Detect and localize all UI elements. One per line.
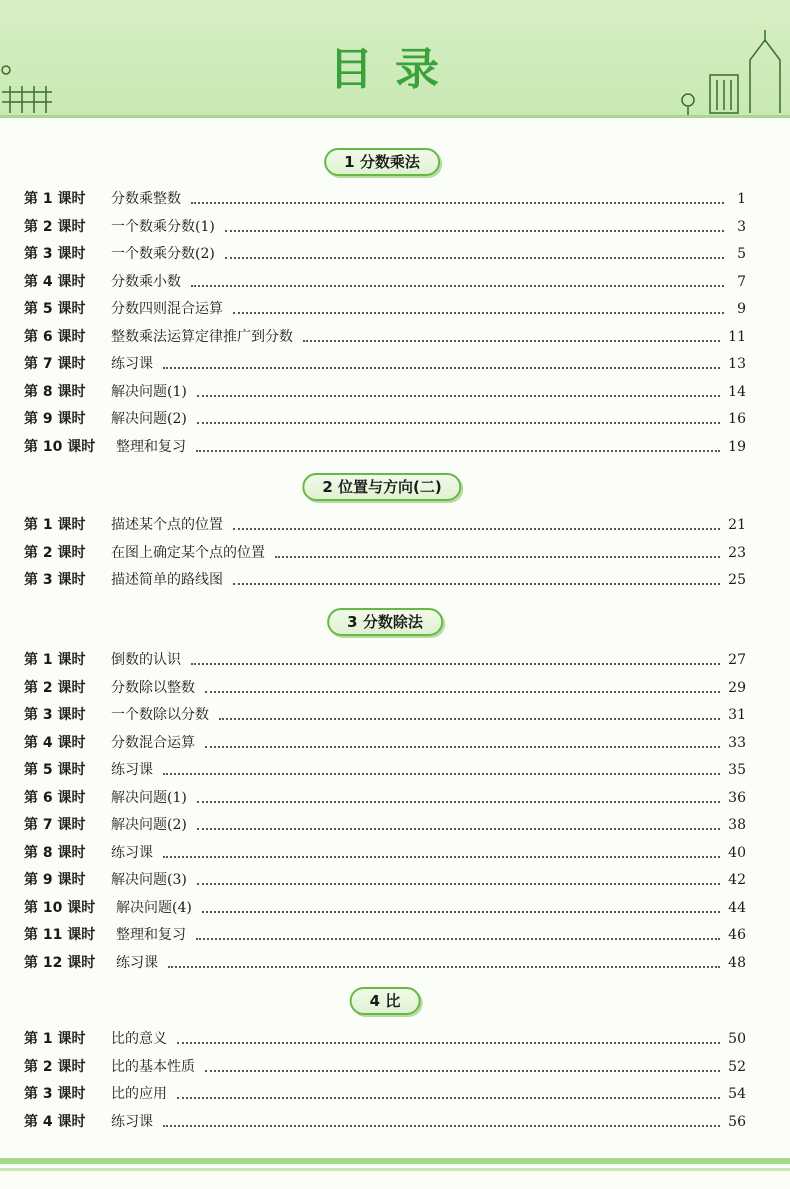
lesson-topic: 倒数的认识 — [111, 652, 181, 668]
lesson-topic: 比的基本性质 — [111, 1058, 195, 1075]
lesson-number: 第 6 课时 — [24, 789, 86, 806]
lesson-number: 第 1 课时 — [24, 191, 86, 207]
lesson-topic: 比的意义 — [111, 1031, 167, 1047]
toc-row[interactable] — [24, 808, 746, 834]
lesson-number: 第 1 课时 — [24, 1031, 86, 1047]
lesson-topic: 一个数乘分数(2) — [111, 246, 215, 262]
lesson-topic: 一个数乘分数(1) — [111, 218, 215, 235]
toc-row[interactable] — [24, 671, 746, 697]
page-number: 31 — [728, 707, 746, 723]
lesson-number: 第 2 课时 — [24, 544, 86, 561]
lesson-topic: 描述某个点的位置 — [111, 517, 223, 533]
page-number: 40 — [728, 844, 746, 861]
page-number: 1 — [737, 191, 746, 207]
page-number: 25 — [728, 572, 746, 588]
lesson-number: 第 1 课时 — [24, 652, 86, 668]
lesson-topic: 整数乘法运算定律推广到分数 — [111, 328, 293, 345]
lesson-number: 第 5 课时 — [24, 301, 86, 317]
dot-leader — [163, 1124, 720, 1127]
dot-leader — [303, 339, 720, 342]
fence-decoration-icon — [0, 58, 60, 113]
page-number: 33 — [728, 734, 746, 751]
page-number: 48 — [728, 954, 746, 971]
page-number: 29 — [728, 679, 746, 696]
toc-row[interactable] — [24, 536, 746, 562]
toc-row[interactable] — [24, 292, 746, 318]
lesson-topic: 练习课 — [111, 1113, 153, 1130]
lesson-topic: 解决问题(1) — [111, 383, 187, 400]
toc-row[interactable] — [24, 1050, 746, 1076]
lesson-number: 第 3 课时 — [24, 1086, 86, 1102]
dot-leader — [163, 366, 720, 369]
lesson-topic: 一个数除以分数 — [111, 707, 209, 723]
dot-leader — [163, 855, 720, 858]
lesson-number: 第 11 课时 — [24, 927, 96, 943]
toc-row[interactable] — [24, 698, 746, 724]
page-number: 16 — [728, 411, 746, 427]
dot-leader — [205, 1069, 720, 1072]
lesson-topic: 练习课 — [111, 762, 153, 778]
page-number: 38 — [728, 817, 746, 833]
lesson-topic: 练习课 — [111, 356, 153, 372]
page-number: 5 — [737, 246, 746, 262]
dot-leader — [205, 690, 720, 693]
toc-row[interactable] — [24, 375, 746, 401]
dot-leader — [163, 772, 720, 775]
dot-leader — [168, 965, 720, 968]
header-banner — [0, 0, 790, 118]
dot-leader — [191, 284, 724, 287]
lesson-topic: 分数乘整数 — [111, 191, 181, 207]
lesson-topic: 解决问题(1) — [111, 789, 187, 806]
lesson-number: 第 4 课时 — [24, 734, 86, 751]
dot-leader — [197, 827, 720, 830]
toc-row[interactable] — [24, 946, 746, 972]
section-heading: 3 分数除法 — [327, 608, 443, 636]
dot-leader — [177, 1096, 720, 1099]
toc-row[interactable] — [24, 1022, 746, 1048]
lesson-number: 第 3 课时 — [24, 246, 86, 262]
toc-row[interactable] — [24, 1077, 746, 1103]
footer-line — [0, 1168, 790, 1171]
page-number: 13 — [728, 356, 746, 372]
toc-row[interactable] — [24, 836, 746, 862]
page-number: 44 — [728, 899, 746, 916]
lesson-topic: 练习课 — [111, 844, 153, 861]
lesson-number: 第 7 课时 — [24, 817, 86, 833]
dot-leader — [177, 1041, 720, 1044]
page-number: 50 — [728, 1031, 746, 1047]
lesson-topic: 分数除以整数 — [111, 679, 195, 696]
dot-leader — [191, 662, 720, 665]
lesson-number: 第 3 课时 — [24, 572, 86, 588]
page-title: 目录 — [329, 44, 461, 95]
lesson-topic: 分数混合运算 — [111, 734, 195, 751]
page-number: 36 — [728, 789, 746, 806]
dot-leader — [275, 555, 720, 558]
lesson-number: 第 5 课时 — [24, 762, 86, 778]
lesson-number: 第 7 课时 — [24, 356, 86, 372]
dot-leader — [233, 527, 720, 530]
lesson-topic: 解决问题(3) — [111, 872, 187, 888]
lesson-number: 第 4 课时 — [24, 273, 86, 290]
toc-row[interactable] — [24, 210, 746, 236]
page-number: 54 — [728, 1086, 746, 1102]
toc-row[interactable] — [24, 265, 746, 291]
toc-row[interactable] — [24, 891, 746, 917]
dot-leader — [233, 582, 720, 585]
lesson-number: 第 2 课时 — [24, 1058, 86, 1075]
lesson-number: 第 2 课时 — [24, 218, 86, 235]
lesson-topic: 解决问题(4) — [116, 899, 192, 916]
page-number: 46 — [728, 927, 746, 943]
lesson-number: 第 9 课时 — [24, 411, 86, 427]
lesson-topic: 在图上确定某个点的位置 — [111, 544, 265, 561]
toc-row[interactable] — [24, 643, 746, 669]
section-heading: 1 分数乘法 — [324, 148, 440, 176]
toc-row[interactable] — [24, 347, 746, 373]
dot-leader — [225, 229, 724, 232]
page-number: 52 — [728, 1058, 746, 1075]
lesson-number: 第 10 课时 — [24, 438, 96, 455]
toc-row[interactable] — [24, 430, 746, 456]
toc-row[interactable] — [24, 402, 746, 428]
toc-row[interactable] — [24, 508, 746, 534]
page-number: 3 — [737, 218, 746, 235]
toc-row[interactable] — [24, 918, 746, 944]
dot-leader — [197, 421, 720, 424]
lesson-number: 第 9 课时 — [24, 872, 86, 888]
toc-row[interactable] — [24, 237, 746, 263]
dot-leader — [197, 800, 720, 803]
lesson-number: 第 3 课时 — [24, 707, 86, 723]
dot-leader — [197, 394, 720, 397]
toc-row[interactable] — [24, 1105, 746, 1131]
lesson-topic: 分数四则混合运算 — [111, 301, 223, 317]
lesson-topic: 整理和复习 — [116, 927, 186, 943]
lesson-topic: 解决问题(2) — [111, 411, 187, 427]
toc-row[interactable] — [24, 320, 746, 346]
toc-row[interactable] — [24, 563, 746, 589]
footer-bar — [0, 1158, 790, 1164]
dot-leader — [197, 882, 720, 885]
page-number: 56 — [728, 1113, 746, 1130]
dot-leader — [233, 311, 724, 314]
toc-row[interactable] — [24, 726, 746, 752]
lesson-number: 第 2 课时 — [24, 679, 86, 696]
toc-row[interactable] — [24, 182, 746, 208]
lesson-topic: 整理和复习 — [116, 438, 186, 455]
lesson-number: 第 8 课时 — [24, 383, 86, 400]
dot-leader — [219, 717, 720, 720]
dot-leader — [191, 201, 724, 204]
building-decoration-icon — [670, 20, 790, 115]
dot-leader — [202, 910, 720, 913]
page-number: 11 — [728, 328, 746, 345]
lesson-topic: 分数乘小数 — [111, 273, 181, 290]
lesson-number: 第 6 课时 — [24, 328, 86, 345]
lesson-number: 第 8 课时 — [24, 844, 86, 861]
lesson-topic: 练习课 — [116, 954, 158, 971]
lesson-number: 第 12 课时 — [24, 954, 96, 971]
lesson-number: 第 1 课时 — [24, 517, 86, 533]
section-heading: 4 比 — [350, 987, 421, 1015]
page-number: 27 — [728, 652, 746, 668]
page-number: 42 — [728, 872, 746, 888]
toc-row[interactable] — [24, 753, 746, 779]
dot-leader — [225, 256, 724, 259]
page-number: 19 — [728, 438, 746, 455]
page-number: 9 — [737, 301, 746, 317]
dot-leader — [205, 745, 720, 748]
page-number: 35 — [728, 762, 746, 778]
toc-row[interactable] — [24, 863, 746, 889]
dot-leader — [196, 449, 720, 452]
page-number: 7 — [737, 273, 746, 290]
lesson-topic: 描述简单的路线图 — [111, 572, 223, 588]
dot-leader — [196, 937, 720, 940]
lesson-topic: 解决问题(2) — [111, 817, 187, 833]
lesson-number: 第 10 课时 — [24, 899, 96, 916]
lesson-number: 第 4 课时 — [24, 1113, 86, 1130]
toc-row[interactable] — [24, 781, 746, 807]
page-number: 21 — [728, 517, 746, 533]
section-heading: 2 位置与方向(二) — [302, 473, 461, 501]
page-number: 14 — [728, 383, 746, 400]
lesson-topic: 比的应用 — [111, 1086, 167, 1102]
page-number: 23 — [728, 544, 746, 561]
